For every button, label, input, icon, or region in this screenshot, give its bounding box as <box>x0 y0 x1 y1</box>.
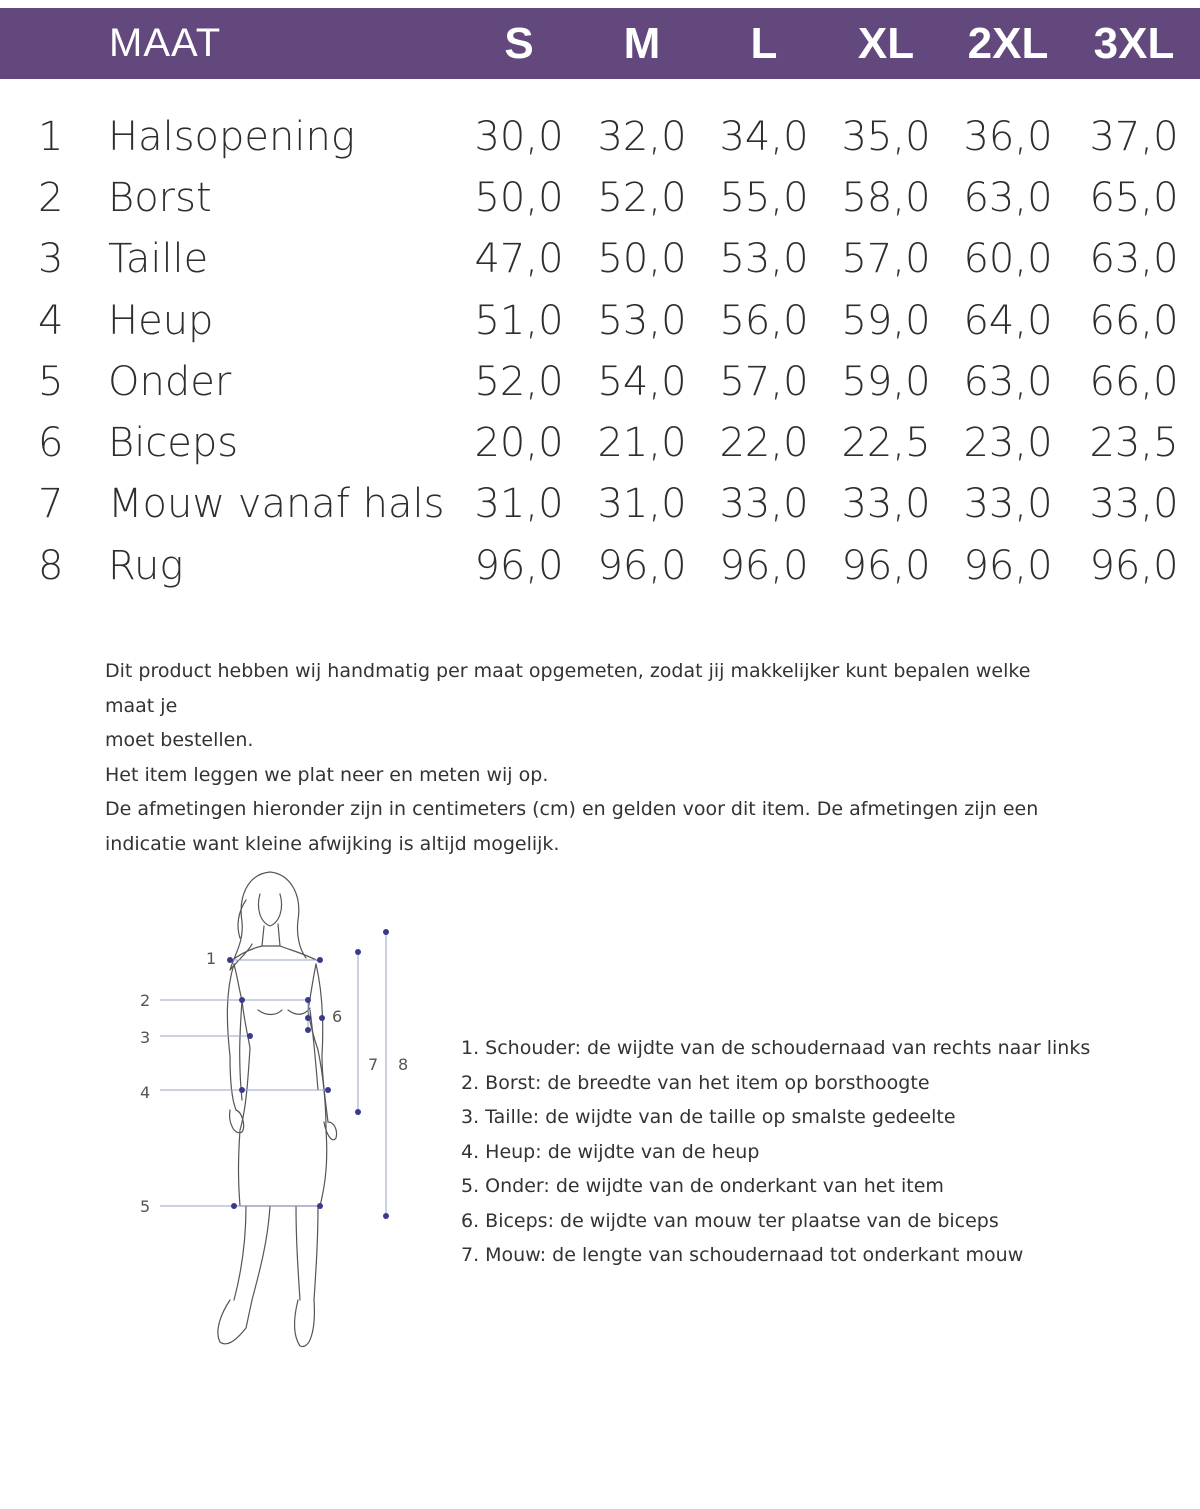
value-cell: 65,0 <box>1089 175 1179 221</box>
intro-line: Dit product hebben wij handmatig per maat opgemeten, zodat jij makkelijker kunt bepalen welke maat je <box>105 660 1031 717</box>
size-header-l: L <box>750 19 778 68</box>
figure-label-8: 8 <box>398 1055 409 1074</box>
size-header-band <box>0 8 1200 79</box>
maat-header-label: MAAT <box>109 21 222 65</box>
measurement-name: Biceps <box>108 420 239 466</box>
row-number: 3 <box>38 236 64 282</box>
table-row <box>0 229 1200 289</box>
figure-label-3: 3 <box>140 1028 151 1047</box>
value-cell: 96,0 <box>474 543 564 589</box>
value-cell: 56,0 <box>719 298 809 344</box>
measurement-name: Onder <box>108 359 232 405</box>
row-number: 1 <box>38 114 64 160</box>
intro-line: De afmetingen hieronder zijn in centimeters (cm) en gelden voor dit item. De afmetingen zijn een <box>105 798 1039 820</box>
value-cell: 23,5 <box>1089 420 1179 466</box>
table-row <box>0 291 1200 351</box>
value-cell: 63,0 <box>1089 236 1179 282</box>
measurement-name: Mouw vanaf hals <box>108 481 445 527</box>
figure-label-1: 1 <box>206 949 217 968</box>
value-cell: 96,0 <box>597 543 687 589</box>
legend-item: 1. Schouder: de wijdte van de schoudernaad van rechts naar links <box>461 1037 1091 1059</box>
legend-item: 6. Biceps: de wijdte van mouw ter plaatse van de biceps <box>461 1209 999 1232</box>
value-cell: 21,0 <box>597 420 687 466</box>
value-cell: 66,0 <box>1089 359 1179 405</box>
measurement-legend <box>461 1031 1161 1273</box>
figure-label-6: 6 <box>332 1007 343 1026</box>
value-cell: 54,0 <box>597 359 687 405</box>
figure-label-4: 4 <box>140 1083 151 1102</box>
intro-line: indicatie want kleine afwijking is altijd mogelijk. <box>105 832 560 855</box>
legend-item: 4. Heup: de wijdte van de heup <box>461 1140 760 1163</box>
value-cell: 59,0 <box>841 298 931 344</box>
value-cell: 32,0 <box>597 114 687 160</box>
legend-item: 3. Taille: de wijdte van de taille op smalste gedeelte <box>461 1106 956 1128</box>
value-cell: 35,0 <box>841 114 931 160</box>
value-cell: 53,0 <box>719 236 809 282</box>
value-cell: 50,0 <box>597 236 687 282</box>
table-row <box>0 413 1200 473</box>
row-number: 2 <box>38 175 64 221</box>
value-cell: 23,0 <box>963 420 1053 466</box>
value-cell: 37,0 <box>1089 114 1179 160</box>
value-cell: 60,0 <box>963 236 1053 282</box>
value-cell: 33,0 <box>719 481 809 527</box>
size-header-2xl: 2XL <box>967 19 1049 68</box>
intro-line: moet bestellen. <box>105 729 254 751</box>
table-row <box>0 168 1200 228</box>
size-header-m: M <box>623 19 661 68</box>
row-number: 6 <box>38 420 64 466</box>
table-row <box>0 107 1200 167</box>
table-row <box>0 352 1200 412</box>
row-number: 8 <box>38 543 64 589</box>
value-cell: 33,0 <box>963 481 1053 527</box>
figure-label-5: 5 <box>140 1197 151 1216</box>
measurement-figure-illustration <box>130 860 430 1370</box>
value-cell: 57,0 <box>841 236 931 282</box>
measurement-markers <box>227 929 389 1219</box>
size-header-s: S <box>504 19 534 68</box>
size-header-3xl: 3XL <box>1093 19 1175 68</box>
value-cell: 57,0 <box>719 359 809 405</box>
intro-line: Het item leggen we plat neer en meten wij op. <box>105 763 549 786</box>
value-cell: 64,0 <box>963 298 1053 344</box>
value-cell: 96,0 <box>1089 543 1179 589</box>
value-cell: 36,0 <box>963 114 1053 160</box>
value-cell: 20,0 <box>474 420 564 466</box>
measurement-intro-text <box>105 654 1085 861</box>
measurement-name: Taille <box>108 236 209 282</box>
value-cell: 33,0 <box>841 481 931 527</box>
value-cell: 96,0 <box>963 543 1053 589</box>
value-cell: 51,0 <box>474 298 564 344</box>
value-cell: 96,0 <box>841 543 931 589</box>
table-row <box>0 536 1200 596</box>
figure-labels <box>140 949 408 1216</box>
measurement-lines <box>160 932 386 1216</box>
value-cell: 63,0 <box>963 359 1053 405</box>
value-cell: 52,0 <box>474 359 564 405</box>
value-cell: 66,0 <box>1089 298 1179 344</box>
legend-item: 5. Onder: de wijdte van de onderkant van het item <box>461 1175 944 1197</box>
value-cell: 47,0 <box>474 236 564 282</box>
measurement-name: Halsopening <box>108 114 355 160</box>
value-cell: 30,0 <box>474 114 564 160</box>
figure-label-7: 7 <box>368 1055 379 1074</box>
value-cell: 50,0 <box>474 175 564 221</box>
value-cell: 63,0 <box>963 175 1053 221</box>
value-cell: 53,0 <box>597 298 687 344</box>
figure-label-2: 2 <box>140 991 151 1010</box>
row-number: 4 <box>38 298 64 344</box>
measurement-name: Rug <box>108 543 184 589</box>
value-cell: 31,0 <box>474 481 564 527</box>
value-cell: 22,5 <box>841 420 931 466</box>
legend-item: 7. Mouw: de lengte van schoudernaad tot onderkant mouw <box>461 1244 1024 1266</box>
row-number: 5 <box>38 359 64 405</box>
legend-item: 2. Borst: de breedte van het item op borsthoogte <box>461 1071 930 1094</box>
value-cell: 58,0 <box>841 175 931 221</box>
measurement-name: Heup <box>108 298 214 344</box>
value-cell: 33,0 <box>1089 481 1179 527</box>
value-cell: 22,0 <box>719 420 809 466</box>
value-cell: 52,0 <box>597 175 687 221</box>
row-number: 7 <box>38 481 64 527</box>
measurement-name: Borst <box>108 175 212 221</box>
value-cell: 31,0 <box>597 481 687 527</box>
value-cell: 34,0 <box>719 114 809 160</box>
value-cell: 96,0 <box>719 543 809 589</box>
table-row <box>0 474 1200 534</box>
value-cell: 59,0 <box>841 359 931 405</box>
woman-figure-sketch <box>218 872 337 1347</box>
size-header-xl: XL <box>857 19 915 68</box>
value-cell: 55,0 <box>719 175 809 221</box>
